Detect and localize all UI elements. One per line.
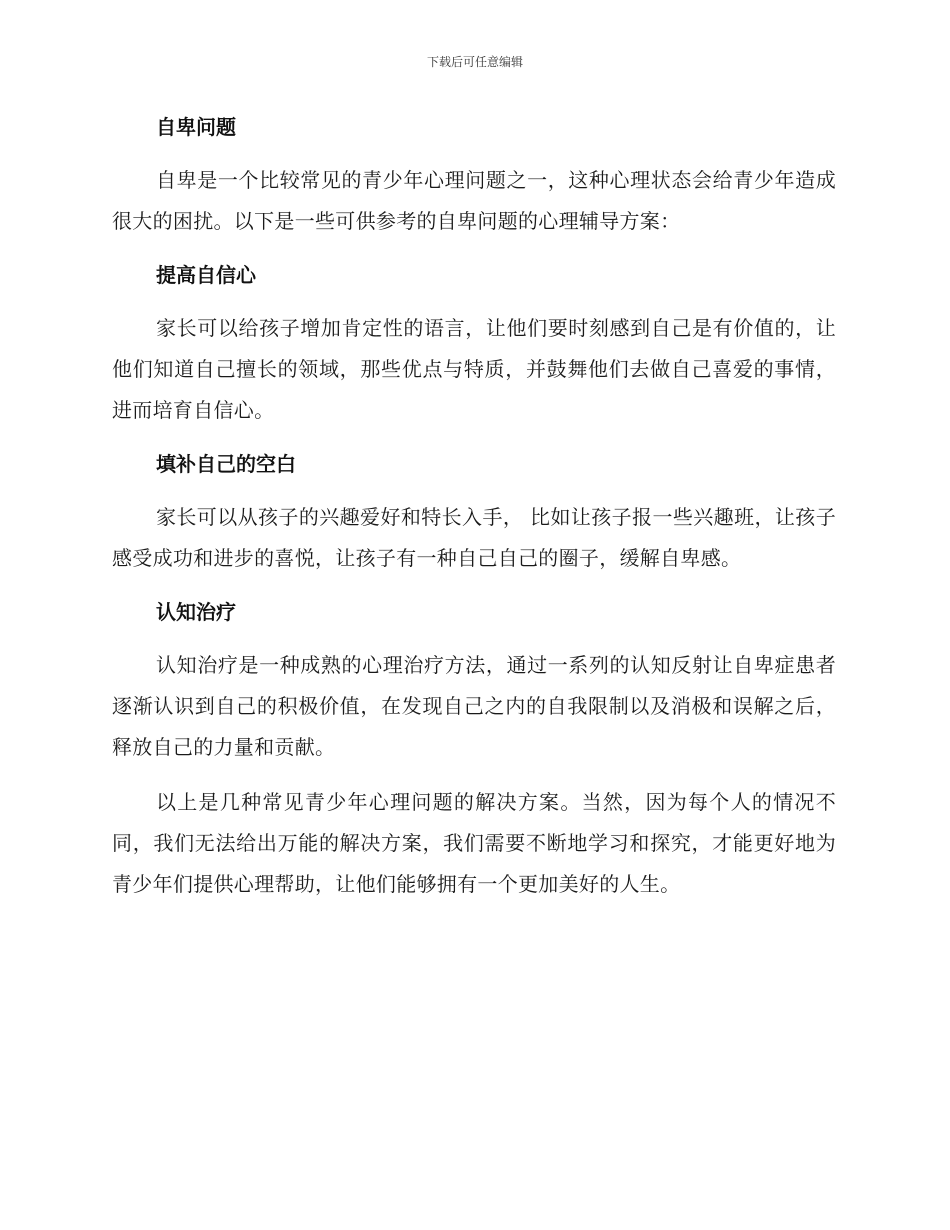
- section-heading-self-esteem: 自卑问题: [156, 115, 236, 139]
- paragraph-cognitive-therapy: 认知治疗是一种成熟的心理治疗方法，通过一系列的认知反射让自卑症患者逐渐认识到自己的积极价值，在发现自己之内的自我限制以及消极和误解之后，释放自己的力量和贡献。: [112, 653, 836, 759]
- paragraph-fill-gaps: 家长可以从孩子的兴趣爱好和特长入手， 比如让孩子报一些兴趣班，让孩子感受成功和进步的喜悦，让孩子有一种自己自己的圈子，缓解自卑感。: [112, 505, 836, 570]
- paragraph-conclusion: 以上是几种常见青少年心理问题的解决方案。当然，因为每个人的情况不同，我们无法给出万能的解决方案，我们需要不断地学习和探究，才能更好地为青少年们提供心理帮助，让他们能够拥有一个更加美好的人生。: [112, 790, 836, 896]
- section-heading-fill-gaps: 填补自己的空白: [156, 452, 296, 476]
- paragraph-intro: 自卑是一个比较常见的青少年心理问题之一，这种心理状态会给青少年造成很大的困扰。以下是一些可供参考的自卑问题的心理辅导方案：: [112, 168, 836, 233]
- section-heading-cognitive-therapy: 认知治疗: [156, 600, 236, 624]
- document-body: [112, 108, 836, 919]
- paragraph-confidence: 家长可以给孩子增加肯定性的语言，让他们要时刻感到自己是有价值的，让他们知道自己擅长的领域，那些优点与特质，并鼓舞他们去做自己喜爱的事情，进而培育自信心。: [112, 316, 836, 422]
- section-heading-confidence: 提高自信心: [156, 263, 256, 287]
- page-header: 下载后可任意编辑: [426, 55, 523, 69]
